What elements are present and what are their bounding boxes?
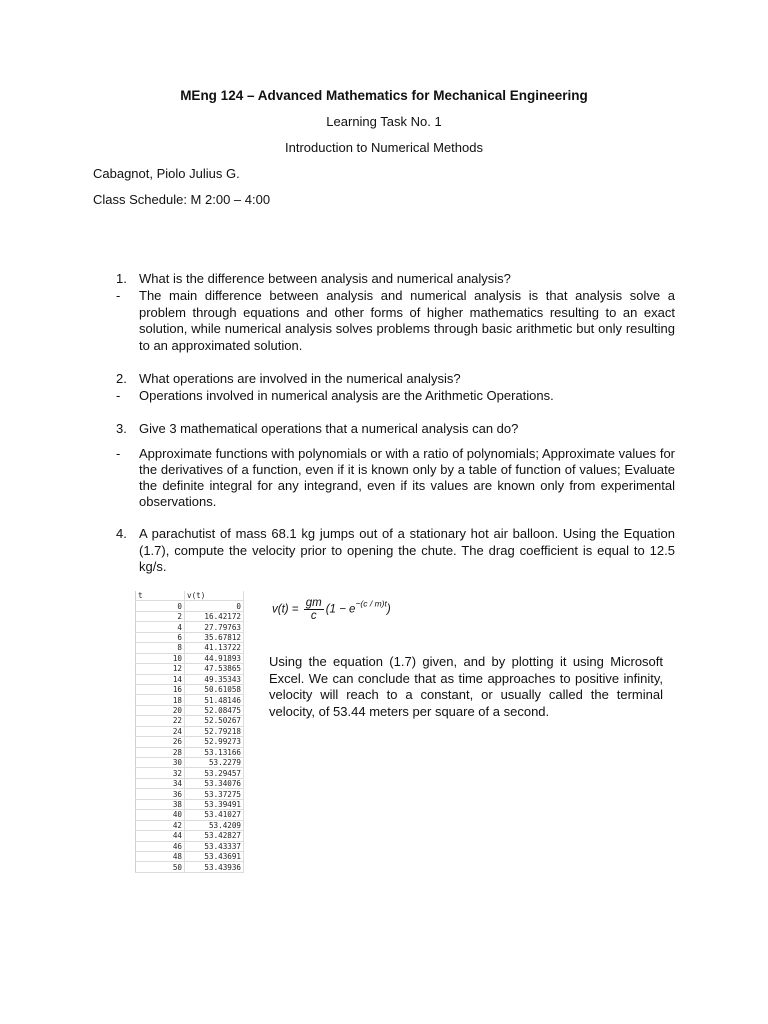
cell-v: 52.08475 xyxy=(185,705,244,715)
table-row xyxy=(136,747,244,757)
cell-t: 20 xyxy=(136,705,185,715)
question-number: 3. xyxy=(116,421,127,436)
formula-denominator: c xyxy=(310,610,317,622)
class-schedule: Class Schedule: M 2:00 – 4:00 xyxy=(93,192,271,207)
cell-v: 52.50267 xyxy=(185,716,244,726)
table-row xyxy=(136,664,244,674)
table-row xyxy=(136,778,244,788)
cell-v: 53.29457 xyxy=(185,768,244,778)
table-row xyxy=(136,768,244,778)
formula-numerator: gm xyxy=(305,597,322,609)
table-row xyxy=(136,831,244,841)
student-name: Cabagnot, Piolo Julius G. xyxy=(93,166,240,181)
column-header-v: v(t) xyxy=(185,591,244,601)
formula-paren-open: (1 − e xyxy=(325,603,356,616)
formula-lhs: v(t) = xyxy=(272,603,299,616)
cell-v: 53.34076 xyxy=(185,778,244,788)
cell-t: 2 xyxy=(136,611,185,621)
cell-t: 24 xyxy=(136,726,185,736)
table-row xyxy=(136,622,244,632)
document-title: MEng 124 – Advanced Mathematics for Mechanical Engineering xyxy=(180,88,588,103)
cell-t: 46 xyxy=(136,841,185,851)
answer-bullet: - xyxy=(116,288,121,303)
cell-v: 53.39491 xyxy=(185,799,244,809)
cell-t: 14 xyxy=(136,674,185,684)
cell-v: 27.79763 xyxy=(185,622,244,632)
table-row xyxy=(136,716,244,726)
answer-text: The main difference between analysis and numerical analysis is that analysis solve a problem through equations and other forms of higher mathematics resulting to an exact solution, while numerical analysis solves problems through basic arithmetic but only resulting to an approximated solution. xyxy=(139,288,675,353)
cell-v: 53.41027 xyxy=(185,810,244,820)
formula-paren-close: ) xyxy=(386,603,391,616)
cell-v: 49.35343 xyxy=(185,674,244,684)
table-row xyxy=(136,601,244,611)
formula-fraction xyxy=(304,597,324,622)
cell-v: 0 xyxy=(185,601,244,611)
table-row xyxy=(136,737,244,747)
cell-t: 22 xyxy=(136,716,185,726)
cell-t: 16 xyxy=(136,684,185,694)
velocity-formula xyxy=(272,597,391,622)
cell-t: 44 xyxy=(136,831,185,841)
cell-t: 28 xyxy=(136,747,185,757)
topic-label: Introduction to Numerical Methods xyxy=(285,140,483,155)
table-header-row xyxy=(136,591,244,601)
table-row xyxy=(136,851,244,861)
cell-v: 53.43691 xyxy=(185,851,244,861)
table-row xyxy=(136,643,244,653)
cell-t: 26 xyxy=(136,737,185,747)
table-row xyxy=(136,611,244,621)
table-row xyxy=(136,862,244,872)
table-row xyxy=(136,632,244,642)
question-number: 4. xyxy=(116,526,127,541)
cell-t: 0 xyxy=(136,601,185,611)
question-number: 1. xyxy=(116,271,127,286)
cell-v: 53.2279 xyxy=(185,758,244,768)
question-text: What is the difference between analysis and numerical analysis? xyxy=(139,271,511,286)
cell-t: 36 xyxy=(136,789,185,799)
cell-t: 12 xyxy=(136,664,185,674)
cell-t: 42 xyxy=(136,820,185,830)
cell-v: 53.43936 xyxy=(185,862,244,872)
question-text: A parachutist of mass 68.1 kg jumps out of a stationary hot air balloon. Using the Equation (1.7), compute the velocity prior to opening the chute. The drag coefficient is equal to 12.5 kg/s. xyxy=(139,526,675,574)
cell-t: 34 xyxy=(136,778,185,788)
cell-v: 53.13166 xyxy=(185,747,244,757)
cell-t: 40 xyxy=(136,810,185,820)
cell-v: 44.91893 xyxy=(185,653,244,663)
table-row xyxy=(136,726,244,736)
velocity-table xyxy=(135,591,244,873)
cell-t: 8 xyxy=(136,643,185,653)
answer-text: Approximate functions with polynomials or with a ratio of polynomials; Approximate values for the derivatives of a function, even if it is known only by a table of function of values; Evaluate the definite integral for any integrand, even if its values are known only from experimental observations. xyxy=(139,446,675,509)
formula-exponent: −(c / m)t xyxy=(355,598,387,609)
cell-v: 52.79218 xyxy=(185,726,244,736)
table-row xyxy=(136,789,244,799)
cell-v: 47.53865 xyxy=(185,664,244,674)
question-number: 2. xyxy=(116,371,127,386)
column-header-t: t xyxy=(136,591,185,601)
cell-t: 50 xyxy=(136,862,185,872)
cell-t: 32 xyxy=(136,768,185,778)
cell-t: 30 xyxy=(136,758,185,768)
cell-v: 50.61058 xyxy=(185,684,244,694)
table-row xyxy=(136,841,244,851)
cell-v: 35.67812 xyxy=(185,632,244,642)
answer-bullet: - xyxy=(116,446,121,461)
table-row xyxy=(136,810,244,820)
conclusion-text: Using the equation (1.7) given, and by plotting it using Microsoft Excel. We can conclude that as time approaches to positive infinity, velocity will reach to a constant, or usually called the terminal velocity, of 53.44 meters per square of a second. xyxy=(269,654,663,719)
cell-t: 4 xyxy=(136,622,185,632)
table-row xyxy=(136,674,244,684)
cell-t: 6 xyxy=(136,632,185,642)
cell-v: 16.42172 xyxy=(185,611,244,621)
table-row xyxy=(136,799,244,809)
table-row xyxy=(136,653,244,663)
cell-v: 52.99273 xyxy=(185,737,244,747)
answer-text: Operations involved in numerical analysis are the Arithmetic Operations. xyxy=(139,388,554,403)
answer-bullet: - xyxy=(116,388,121,403)
cell-v: 41.13722 xyxy=(185,643,244,653)
task-label: Learning Task No. 1 xyxy=(326,114,442,129)
cell-v: 53.4209 xyxy=(185,820,244,830)
cell-t: 38 xyxy=(136,799,185,809)
table-row xyxy=(136,695,244,705)
table-row xyxy=(136,705,244,715)
question-text: Give 3 mathematical operations that a numerical analysis can do? xyxy=(139,421,519,436)
table-row xyxy=(136,758,244,768)
cell-v: 53.43337 xyxy=(185,841,244,851)
cell-v: 51.48146 xyxy=(185,695,244,705)
table-row xyxy=(136,820,244,830)
table-row xyxy=(136,684,244,694)
question-text: What operations are involved in the numerical analysis? xyxy=(139,371,461,386)
cell-v: 53.42827 xyxy=(185,831,244,841)
cell-t: 10 xyxy=(136,653,185,663)
cell-t: 48 xyxy=(136,851,185,861)
cell-v: 53.37275 xyxy=(185,789,244,799)
cell-t: 18 xyxy=(136,695,185,705)
